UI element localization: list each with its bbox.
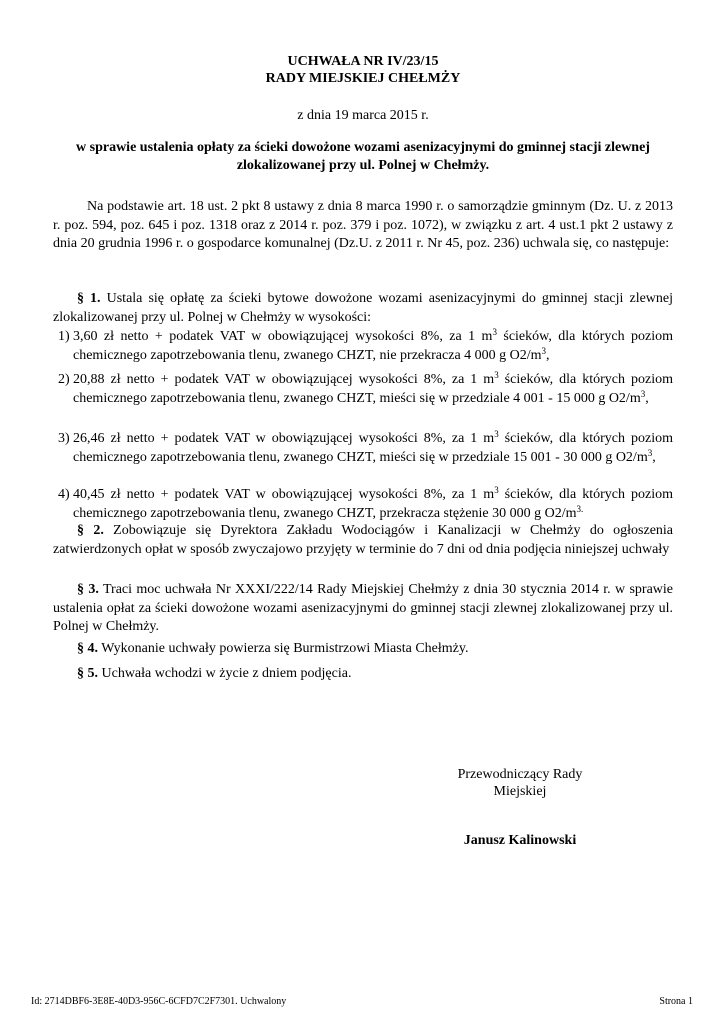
list-item-text-part: ścieków, dla których poziom chemicznego zapotrzebowania tlenu, zwanego CHZT, mieści się w przedziale 4 001 - 15 000 g O2/m xyxy=(73,372,673,406)
section-4-label: § 4. xyxy=(77,641,98,656)
section-1-text: Ustala się opłatę za ścieki bytowe dowożone wozami asenizacyjnymi do gminnej stacji zlewnej zlokalizowanej przy ul. Polnej w Chełmży w wysokości: xyxy=(53,291,674,325)
title-line-1: UCHWAŁA NR IV/23/15 xyxy=(287,54,439,69)
section-2-text: Zobowiązuje się Dyrektora Zakładu Wodociągów i Kanalizacji w Chełmży do ogłoszenia zatwierdzonych opłat w sposób zwyczajowo przyjęty w terminie do 7 dni od dnia podjęcia niniejszej uchwały xyxy=(53,523,674,557)
list-item-text-part: 40,45 zł netto + podatek VAT w obowiązującej wysokości 8%, za 1 m xyxy=(73,487,495,502)
section-4-text: Wykonanie uchwały powierza się Burmistrzowi Miasta Chełmży. xyxy=(101,641,469,656)
list-item-text xyxy=(73,430,673,467)
section-1 xyxy=(53,290,673,327)
list-item xyxy=(53,486,673,523)
list-item xyxy=(53,371,673,408)
list-item-text xyxy=(73,371,673,408)
list-item-text xyxy=(73,328,673,365)
section-5-text: Uchwała wchodzi w życie z dniem podjęcia. xyxy=(101,666,352,681)
superscript: 3 xyxy=(494,429,499,439)
superscript: 3. xyxy=(576,503,584,514)
list-item-text-part: ścieków, dla których poziom chemicznego zapotrzebowania tlenu, zwanego CHZT, przekracza stężenie 30 000 g O2/m xyxy=(73,487,673,521)
superscript: 3 xyxy=(541,345,547,356)
resolution-subject: w sprawie ustalenia opłaty za ścieki dowożone wozami asenizacyjnymi do gminnej stacji zlewnej zlokalizowanej przy ul. Polnej w Chełmży. xyxy=(76,140,650,173)
signature-role-line-2: Miejskiej xyxy=(493,784,547,799)
section-1-label: § 1. xyxy=(77,291,101,306)
list-item-text-part: 26,46 zł netto + podatek VAT w obowiązującej wysokości 8%, za 1 m xyxy=(73,431,495,446)
list-item xyxy=(53,430,673,467)
superscript: 3 xyxy=(647,447,653,458)
list-item-number: 3) xyxy=(58,431,70,446)
list-item-text-part: , xyxy=(645,390,649,406)
intro-paragraph: Na podstawie art. 18 ust. 2 pkt 8 ustawy z dnia 8 marca 1990 r. o samorządzie gminnym (Dz. U. z 2013 r. poz. 594, poz. 645 i poz. 1318 oraz z 2014 r. poz. 379 i poz. 1072), w związku z art. 4 ust.1 pkt 2 ustawy z dnia 20 grudnia 1996 r. o gospodarce komunalnej (Dz.U. z 2011 r. Nr 45, poz. 236) uchwala się, co następuje: xyxy=(53,199,673,251)
superscript: 3 xyxy=(494,485,499,495)
list-item-text-part: 3,60 zł netto + podatek VAT w obowiązującej wysokości 8%, za 1 m xyxy=(73,329,493,344)
list-item-text-part: ścieków, dla których poziom chemicznego zapotrzebowania tlenu, zwanego CHZT, mieści się w przedziale 15 001 - 30 000 g O2/m xyxy=(73,431,673,465)
list-item-number: 4) xyxy=(58,487,70,502)
section-3 xyxy=(53,581,673,637)
superscript: 3 xyxy=(492,327,497,337)
signature-name: Janusz Kalinowski xyxy=(463,833,577,848)
section-5 xyxy=(53,665,673,684)
list-item-text-part: , xyxy=(546,347,550,363)
section-2 xyxy=(53,522,673,559)
list-item-text-part: ścieków, dla których poziom chemicznego zapotrzebowania tlenu, zwanego CHZT, nie przekracza 4 000 g O2/m xyxy=(73,329,673,363)
title-line-2: RADY MIEJSKIEJ CHEŁMŻY xyxy=(265,71,461,86)
section-3-text: Traci moc uchwała Nr XXXI/222/14 Rady Miejskiej Chełmży z dnia 30 stycznia 2014 r. w sprawie ustalenia opłat za ścieki dowożone wozami asenizacyjnymi do gminnej stacji zlewnej zlokalizowanej przy ul. Polnej w Chełmży. xyxy=(53,582,674,634)
section-2-label: § 2. xyxy=(77,523,104,538)
superscript: 3 xyxy=(494,370,499,380)
section-3-label: § 3. xyxy=(77,582,99,597)
section-4 xyxy=(53,640,673,659)
footer-document-id: Id: 2714DBF6-3E8E-40D3-956C-6CFD7C2F7301. Uchwalony xyxy=(31,996,287,1007)
signature-role-line-1: Przewodniczący Rady xyxy=(457,767,583,782)
list-item-number: 1) xyxy=(58,329,70,344)
footer-page-number: Strona 1 xyxy=(659,996,693,1007)
resolution-title xyxy=(53,53,673,87)
list-item-number: 2) xyxy=(58,372,70,387)
list-item xyxy=(53,328,673,365)
list-item-text xyxy=(73,486,673,523)
section-5-label: § 5. xyxy=(77,666,98,681)
superscript: 3 xyxy=(640,388,646,399)
list-item-text-part: 20,88 zł netto + podatek VAT w obowiązującej wysokości 8%, za 1 m xyxy=(73,372,495,387)
resolution-date: z dnia 19 marca 2015 r. xyxy=(297,108,429,123)
list-item-text-part: , xyxy=(652,449,656,465)
